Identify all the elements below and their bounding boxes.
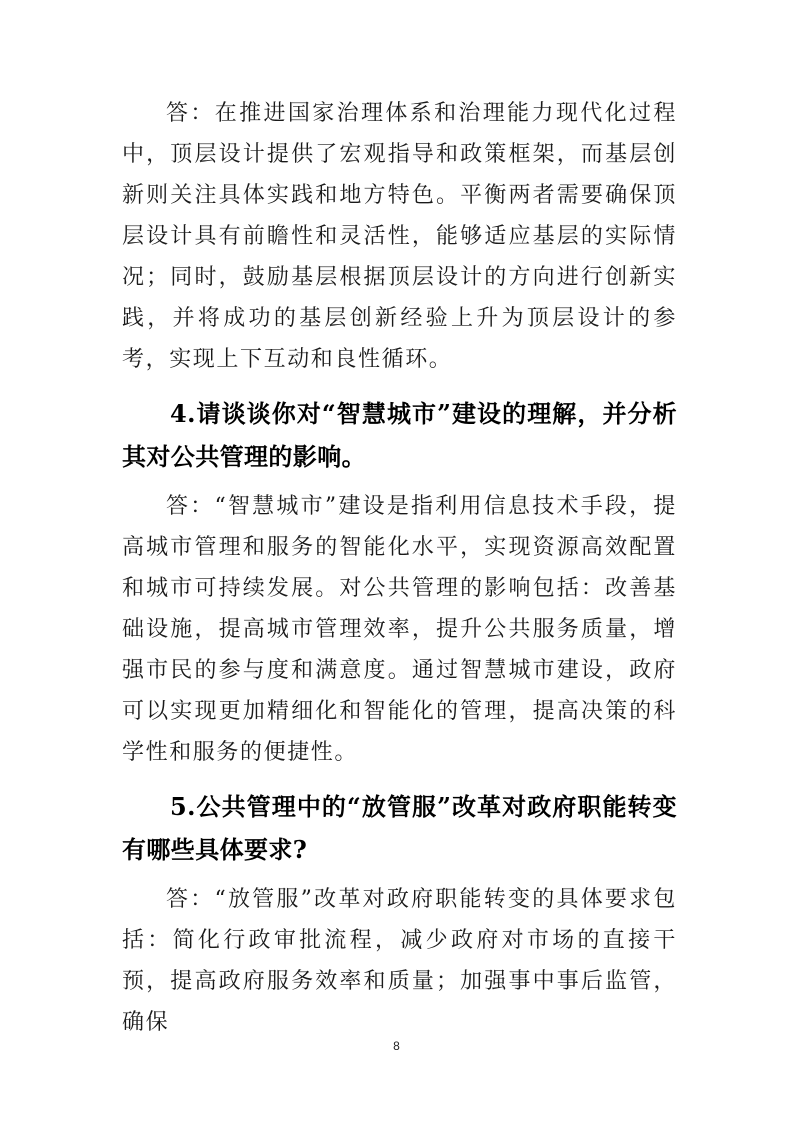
answer-paragraph-4: 答：“智慧城市”建设是指利用信息技术手段，提高城市管理和服务的智能化水平，实现资源高效配置和城市可持续发展。对公共管理的影响包括：改善基础设施，提高城市管理效率，提升公共服务质量，增强市民的参与度和满意度。通过智慧城市建设，政府可以实现更加精细化和智能化的管理，提高决策的科学性和服务的便捷性。 [122,494,677,765]
answer-paragraph-5: 答：“放管服”改革对政府职能转变的具体要求包括：简化行政审批流程，减少政府对市场的直接干预，提高政府服务效率和质量；加强事中事后监管，确保 [122,887,677,1035]
question-heading-5: 5.公共管理中的“放管服”改革对政府职能转变有哪些具体要求? [122,792,677,864]
document-page [122,93,677,1043]
answer-paragraph-3: 答：在推进国家治理体系和治理能力现代化过程中，顶层设计提供了宏观指导和政策框架，而基层创新则关注具体实践和地方特色。平衡两者需要确保顶层设计具有前瞻性和灵活性，能够适应基层的实际情况；同时，鼓励基层根据顶层设计的方向进行创新实践，并将成功的基层创新经验上升为顶层设计的参考，实现上下互动和良性循环。 [122,101,677,372]
page-number: 8 [393,1039,400,1053]
question-heading-4: 4.请谈谈你对“智慧城市”建设的理解，并分析其对公共管理的影响。 [122,399,677,471]
